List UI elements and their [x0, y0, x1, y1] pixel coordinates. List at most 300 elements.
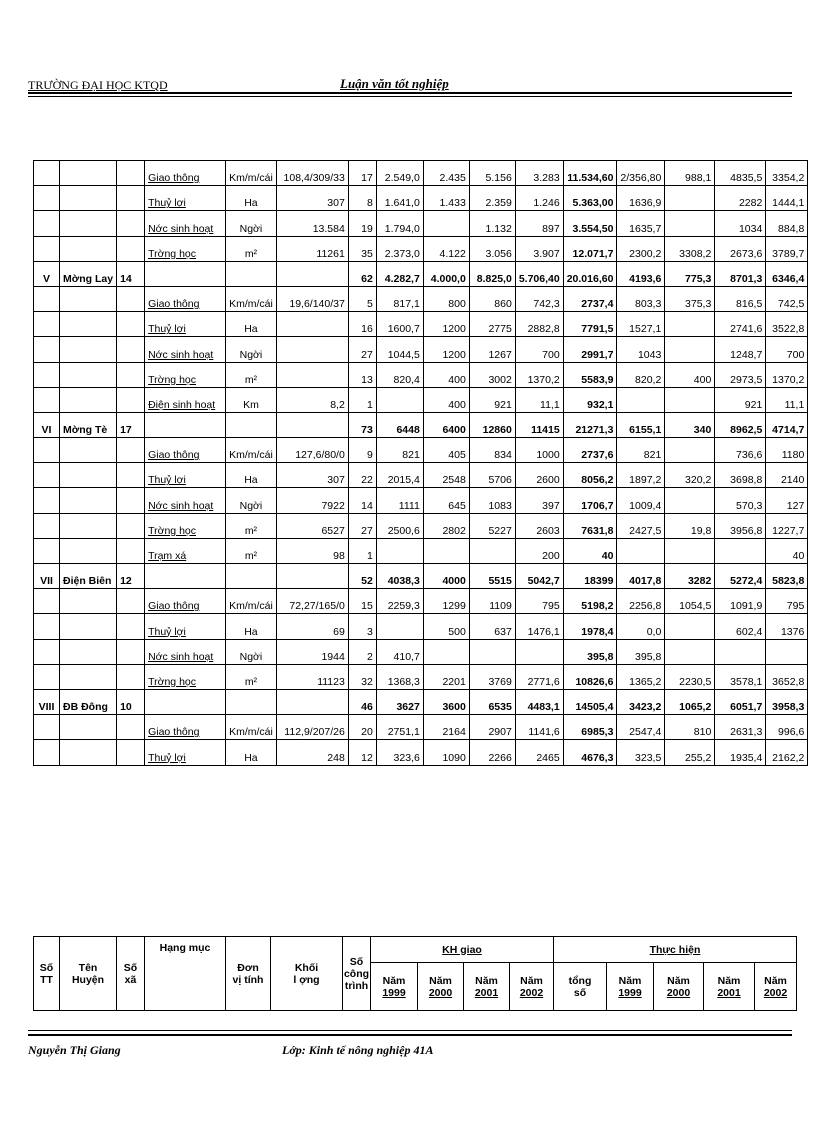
- cell-actual-2000: 3308,2: [665, 236, 715, 261]
- cell-plan-2001: 5227: [469, 513, 515, 538]
- cell-actual-1999: 1635,7: [617, 211, 665, 236]
- cell-projects: 8: [348, 186, 376, 211]
- item-row: [34, 513, 808, 538]
- cell-tt: VI: [34, 412, 60, 437]
- cell-unit: m²: [226, 538, 277, 563]
- cell-projects: 35: [348, 236, 376, 261]
- item-row: [34, 186, 808, 211]
- cell-projects: 15: [348, 589, 376, 614]
- cell-district: [60, 387, 117, 412]
- cell-actual-1999: 803,3: [617, 286, 665, 311]
- footer-class: Lớp: Kinh tế nông nghiệp 41A: [282, 1043, 434, 1057]
- cell-item: Giao thông: [145, 589, 226, 614]
- cell-tt: [34, 387, 60, 412]
- col-head-actual: Thực hiện: [554, 937, 797, 963]
- cell-item: Thuỷ lợi: [145, 740, 226, 765]
- cell-actual-total: 40: [563, 538, 617, 563]
- cell-plan-2001: 2775: [469, 312, 515, 337]
- cell-actual-2001: 1935,4: [715, 740, 766, 765]
- cell-district: Mờng Lay: [60, 261, 117, 286]
- cell-plan-2002: 2600: [515, 463, 563, 488]
- cell-item: Thuỷ lợi: [145, 463, 226, 488]
- cell-communes: [117, 211, 145, 236]
- col-head-tt: Số TT: [34, 937, 60, 1011]
- district-row: [34, 412, 808, 437]
- cell-actual-1999: 1527,1: [617, 312, 665, 337]
- cell-item: Thuỷ lợi: [145, 614, 226, 639]
- cell-actual-total: 2991,7: [563, 337, 617, 362]
- item-row: [34, 236, 808, 261]
- cell-actual-2000: 1065,2: [665, 689, 715, 714]
- cell-item: Điện sinh hoạt: [145, 387, 226, 412]
- cell-item: Nớc sinh hoạt: [145, 211, 226, 236]
- cell-volume: 307: [276, 186, 348, 211]
- item-row: [34, 463, 808, 488]
- cell-projects: 46: [348, 689, 376, 714]
- cell-volume: 7922: [276, 488, 348, 513]
- cell-plan-2002: 11415: [515, 412, 563, 437]
- cell-actual-2000: 340: [665, 412, 715, 437]
- cell-district: [60, 161, 117, 186]
- cell-actual-total: 2737,6: [563, 438, 617, 463]
- cell-unit: [226, 689, 277, 714]
- header-rule-thin: [28, 96, 792, 97]
- cell-plan-2000: 400: [423, 387, 469, 412]
- cell-actual-1999: 4017,8: [617, 564, 665, 589]
- cell-actual-total: 395,8: [563, 639, 617, 664]
- cell-actual-2001: 3956,8: [715, 513, 766, 538]
- cell-communes: [117, 463, 145, 488]
- cell-actual-total: 7791,5: [563, 312, 617, 337]
- cell-actual-1999: [617, 387, 665, 412]
- cell-district: [60, 463, 117, 488]
- cell-actual-2000: 320,2: [665, 463, 715, 488]
- cell-plan-2000: 1200: [423, 312, 469, 337]
- cell-item: [145, 261, 226, 286]
- cell-plan-2000: 3600: [423, 689, 469, 714]
- cell-item: Giao thông: [145, 715, 226, 740]
- cell-district: [60, 211, 117, 236]
- cell-tt: [34, 538, 60, 563]
- cell-tt: [34, 715, 60, 740]
- cell-item: Giao thông: [145, 286, 226, 311]
- cell-plan-2002: 1476,1: [515, 614, 563, 639]
- cell-volume: [276, 261, 348, 286]
- cell-unit: Ha: [226, 186, 277, 211]
- item-row: [34, 715, 808, 740]
- cell-actual-2002: 1376: [766, 614, 808, 639]
- cell-tt: [34, 740, 60, 765]
- cell-plan-2001: 2266: [469, 740, 515, 765]
- cell-plan-2001: [469, 639, 515, 664]
- cell-actual-total: 8056,2: [563, 463, 617, 488]
- cell-projects: 1: [348, 538, 376, 563]
- cell-communes: [117, 312, 145, 337]
- cell-actual-2001: 5272,4: [715, 564, 766, 589]
- cell-plan-2001: 5515: [469, 564, 515, 589]
- cell-actual-2001: 736,6: [715, 438, 766, 463]
- cell-actual-2002: 127: [766, 488, 808, 513]
- cell-actual-2002: 1370,2: [766, 362, 808, 387]
- cell-plan-1999: 2015,4: [376, 463, 423, 488]
- cell-communes: [117, 715, 145, 740]
- cell-plan-2002: [515, 639, 563, 664]
- cell-tt: [34, 236, 60, 261]
- cell-plan-1999: 2.373,0: [376, 236, 423, 261]
- cell-plan-1999: 1111: [376, 488, 423, 513]
- cell-unit: Ngời: [226, 639, 277, 664]
- cell-actual-total: 12.071,7: [563, 236, 617, 261]
- cell-actual-total: 1706,7: [563, 488, 617, 513]
- cell-plan-1999: 3627: [376, 689, 423, 714]
- cell-district: [60, 362, 117, 387]
- cell-actual-2001: 3698,8: [715, 463, 766, 488]
- cell-actual-2001: 8701,3: [715, 261, 766, 286]
- cell-actual-2000: [665, 488, 715, 513]
- cell-item: Trạm xá: [145, 538, 226, 563]
- cell-tt: [34, 312, 60, 337]
- cell-item: Trờng học: [145, 513, 226, 538]
- cell-communes: [117, 286, 145, 311]
- cell-actual-1999: 1636,9: [617, 186, 665, 211]
- cell-plan-2001: 2.359: [469, 186, 515, 211]
- cell-district: [60, 589, 117, 614]
- cell-actual-2001: 8962,5: [715, 412, 766, 437]
- cell-actual-total: 5198,2: [563, 589, 617, 614]
- item-row: [34, 211, 808, 236]
- cell-actual-2002: 1180: [766, 438, 808, 463]
- cell-communes: 14: [117, 261, 145, 286]
- cell-plan-2002: 2465: [515, 740, 563, 765]
- cell-plan-2000: 2201: [423, 664, 469, 689]
- cell-district: [60, 740, 117, 765]
- cell-plan-1999: 2751,1: [376, 715, 423, 740]
- cell-actual-2000: 255,2: [665, 740, 715, 765]
- cell-actual-2001: [715, 639, 766, 664]
- cell-projects: 52: [348, 564, 376, 589]
- cell-plan-1999: 4038,3: [376, 564, 423, 589]
- cell-district: [60, 312, 117, 337]
- cell-actual-1999: 4193,6: [617, 261, 665, 286]
- item-row: [34, 614, 808, 639]
- cell-communes: [117, 488, 145, 513]
- cell-unit: [226, 564, 277, 589]
- cell-plan-2002: 2882,8: [515, 312, 563, 337]
- cell-actual-total: 7631,8: [563, 513, 617, 538]
- cell-volume: 19,6/140/37: [276, 286, 348, 311]
- col-head-actual-2002: Năm 2002: [755, 963, 797, 1011]
- header-rule: [28, 92, 792, 94]
- cell-unit: Km/m/cái: [226, 438, 277, 463]
- cell-actual-total: 5.363,00: [563, 186, 617, 211]
- cell-plan-2000: 2548: [423, 463, 469, 488]
- cell-communes: [117, 438, 145, 463]
- cell-plan-2002: 2603: [515, 513, 563, 538]
- cell-communes: 10: [117, 689, 145, 714]
- cell-plan-1999: 2259,3: [376, 589, 423, 614]
- cell-plan-1999: 1600,7: [376, 312, 423, 337]
- item-row: [34, 438, 808, 463]
- cell-actual-total: 6985,3: [563, 715, 617, 740]
- cell-volume: [276, 412, 348, 437]
- cell-actual-2002: 40: [766, 538, 808, 563]
- cell-actual-2002: 742,5: [766, 286, 808, 311]
- cell-tt: [34, 614, 60, 639]
- cell-district: ĐB Đông: [60, 689, 117, 714]
- cell-unit: Km/m/cái: [226, 286, 277, 311]
- cell-volume: 72,27/165/0: [276, 589, 348, 614]
- cell-communes: 17: [117, 412, 145, 437]
- cell-actual-2000: 810: [665, 715, 715, 740]
- cell-communes: 12: [117, 564, 145, 589]
- cell-item: Nớc sinh hoạt: [145, 488, 226, 513]
- cell-actual-2001: 1248,7: [715, 337, 766, 362]
- data-table: [33, 160, 808, 766]
- cell-plan-2000: 6400: [423, 412, 469, 437]
- cell-plan-2002: 4483,1: [515, 689, 563, 714]
- item-row: [34, 312, 808, 337]
- col-head-actual-total: tổng số: [554, 963, 607, 1011]
- cell-plan-2001: 12860: [469, 412, 515, 437]
- cell-actual-2000: 2230,5: [665, 664, 715, 689]
- cell-actual-2001: 2973,5: [715, 362, 766, 387]
- cell-actual-2002: 795: [766, 589, 808, 614]
- cell-tt: [34, 286, 60, 311]
- cell-communes: [117, 614, 145, 639]
- item-row: [34, 740, 808, 765]
- cell-volume: 108,4/309/33: [276, 161, 348, 186]
- data-table-body: [34, 161, 808, 766]
- cell-plan-2002: 200: [515, 538, 563, 563]
- cell-district: [60, 513, 117, 538]
- cell-plan-2001: 1109: [469, 589, 515, 614]
- cell-district: [60, 614, 117, 639]
- cell-projects: 73: [348, 412, 376, 437]
- cell-plan-1999: 1.794,0: [376, 211, 423, 236]
- cell-actual-2002: 5823,8: [766, 564, 808, 589]
- cell-actual-2002: 3354,2: [766, 161, 808, 186]
- cell-volume: 307: [276, 463, 348, 488]
- cell-volume: 11123: [276, 664, 348, 689]
- cell-unit: m²: [226, 664, 277, 689]
- cell-item: [145, 412, 226, 437]
- cell-projects: 19: [348, 211, 376, 236]
- col-head-actual-2000: Năm 2000: [654, 963, 704, 1011]
- cell-actual-2001: 921: [715, 387, 766, 412]
- cell-plan-1999: 323,6: [376, 740, 423, 765]
- cell-actual-1999: 1009,4: [617, 488, 665, 513]
- col-head-actual-2001: Năm 2001: [704, 963, 755, 1011]
- cell-actual-total: 2737,4: [563, 286, 617, 311]
- cell-tt: V: [34, 261, 60, 286]
- cell-district: [60, 639, 117, 664]
- cell-projects: 5: [348, 286, 376, 311]
- cell-district: [60, 337, 117, 362]
- cell-communes: [117, 589, 145, 614]
- cell-actual-2002: 6346,4: [766, 261, 808, 286]
- cell-plan-1999: 2500,6: [376, 513, 423, 538]
- cell-actual-2000: 3282: [665, 564, 715, 589]
- cell-actual-2000: [665, 312, 715, 337]
- cell-plan-2000: 400: [423, 362, 469, 387]
- cell-item: [145, 689, 226, 714]
- cell-actual-2002: 3958,3: [766, 689, 808, 714]
- cell-communes: [117, 186, 145, 211]
- cell-plan-2002: 5042,7: [515, 564, 563, 589]
- cell-unit: Km/m/cái: [226, 161, 277, 186]
- cell-actual-total: 21271,3: [563, 412, 617, 437]
- item-row: [34, 161, 808, 186]
- cell-tt: [34, 211, 60, 236]
- cell-actual-2001: 570,3: [715, 488, 766, 513]
- cell-actual-2002: [766, 639, 808, 664]
- cell-unit: Km/m/cái: [226, 589, 277, 614]
- cell-plan-2001: 3769: [469, 664, 515, 689]
- cell-projects: 13: [348, 362, 376, 387]
- cell-communes: [117, 740, 145, 765]
- cell-tt: [34, 186, 60, 211]
- cell-plan-2000: 1200: [423, 337, 469, 362]
- cell-actual-2000: [665, 538, 715, 563]
- cell-unit: Km/m/cái: [226, 715, 277, 740]
- cell-plan-2000: 4.000,0: [423, 261, 469, 286]
- cell-plan-1999: 4.282,7: [376, 261, 423, 286]
- cell-unit: Km: [226, 387, 277, 412]
- cell-plan-1999: 817,1: [376, 286, 423, 311]
- footer-rule-thin: [28, 1030, 792, 1031]
- cell-plan-2000: [423, 211, 469, 236]
- header-title: Luận văn tốt nghiệp: [340, 76, 449, 91]
- footer-author: Nguyễn Thị Giang: [28, 1043, 121, 1057]
- cell-communes: [117, 513, 145, 538]
- cell-tt: [34, 438, 60, 463]
- cell-projects: 3: [348, 614, 376, 639]
- cell-plan-2000: 500: [423, 614, 469, 639]
- cell-actual-2001: 6051,7: [715, 689, 766, 714]
- item-row: [34, 337, 808, 362]
- cell-tt: VII: [34, 564, 60, 589]
- cell-actual-1999: 3423,2: [617, 689, 665, 714]
- cell-actual-2001: [715, 538, 766, 563]
- cell-volume: [276, 362, 348, 387]
- cell-plan-2000: 4000: [423, 564, 469, 589]
- cell-actual-2001: 2741,6: [715, 312, 766, 337]
- cell-plan-1999: [376, 538, 423, 563]
- cell-projects: 9: [348, 438, 376, 463]
- column-header-table: [33, 936, 797, 1011]
- col-head-plan: KH giao: [371, 937, 554, 963]
- cell-actual-2000: [665, 337, 715, 362]
- item-row: [34, 538, 808, 563]
- cell-plan-1999: 821: [376, 438, 423, 463]
- cell-plan-2000: 1090: [423, 740, 469, 765]
- cell-actual-2002: 2162,2: [766, 740, 808, 765]
- cell-plan-2000: 1299: [423, 589, 469, 614]
- cell-district: [60, 538, 117, 563]
- cell-projects: 12: [348, 740, 376, 765]
- cell-actual-2002: 884,8: [766, 211, 808, 236]
- cell-plan-2001: 637: [469, 614, 515, 639]
- cell-item: Thuỷ lợi: [145, 312, 226, 337]
- cell-plan-2001: 5.156: [469, 161, 515, 186]
- cell-actual-total: 14505,4: [563, 689, 617, 714]
- cell-plan-2000: [423, 538, 469, 563]
- cell-actual-1999: 1365,2: [617, 664, 665, 689]
- cell-district: [60, 236, 117, 261]
- cell-actual-2001: 2631,3: [715, 715, 766, 740]
- cell-plan-2002: 2771,6: [515, 664, 563, 689]
- cell-tt: [34, 463, 60, 488]
- cell-communes: [117, 337, 145, 362]
- cell-actual-1999: 2427,5: [617, 513, 665, 538]
- cell-actual-2000: 988,1: [665, 161, 715, 186]
- cell-plan-2000: [423, 639, 469, 664]
- cell-plan-2001: 1.132: [469, 211, 515, 236]
- cell-plan-2000: 800: [423, 286, 469, 311]
- cell-actual-1999: 1897,2: [617, 463, 665, 488]
- cell-actual-1999: 2547,4: [617, 715, 665, 740]
- cell-plan-2001: 2907: [469, 715, 515, 740]
- cell-tt: [34, 337, 60, 362]
- cell-communes: [117, 161, 145, 186]
- cell-communes: [117, 236, 145, 261]
- cell-plan-2002: 397: [515, 488, 563, 513]
- cell-item: Nớc sinh hoạt: [145, 639, 226, 664]
- cell-projects: 2: [348, 639, 376, 664]
- cell-plan-2002: 1370,2: [515, 362, 563, 387]
- cell-district: [60, 715, 117, 740]
- cell-district: [60, 186, 117, 211]
- cell-plan-2001: 8.825,0: [469, 261, 515, 286]
- cell-unit: Ha: [226, 312, 277, 337]
- cell-district: [60, 664, 117, 689]
- item-row: [34, 286, 808, 311]
- col-head-plan-2002: Năm 2002: [510, 963, 554, 1011]
- cell-plan-1999: [376, 387, 423, 412]
- cell-actual-2002: 2140: [766, 463, 808, 488]
- cell-actual-2001: 2282: [715, 186, 766, 211]
- item-row: [34, 589, 808, 614]
- cell-actual-total: 1978,4: [563, 614, 617, 639]
- cell-plan-1999: [376, 614, 423, 639]
- cell-actual-2000: 1054,5: [665, 589, 715, 614]
- cell-unit: Ngời: [226, 337, 277, 362]
- cell-actual-2000: [665, 438, 715, 463]
- cell-volume: 112,9/207/26: [276, 715, 348, 740]
- cell-tt: [34, 639, 60, 664]
- cell-item: Trờng học: [145, 236, 226, 261]
- cell-district: [60, 286, 117, 311]
- cell-actual-1999: 820,2: [617, 362, 665, 387]
- cell-plan-2002: 795: [515, 589, 563, 614]
- item-row: [34, 639, 808, 664]
- cell-actual-2001: 2673,6: [715, 236, 766, 261]
- cell-tt: [34, 362, 60, 387]
- cell-plan-2000: 2.435: [423, 161, 469, 186]
- cell-actual-1999: 0,0: [617, 614, 665, 639]
- cell-item: Giao thông: [145, 438, 226, 463]
- cell-plan-2000: 2802: [423, 513, 469, 538]
- cell-actual-1999: 1043: [617, 337, 665, 362]
- cell-district: Mờng Tè: [60, 412, 117, 437]
- cell-unit: [226, 412, 277, 437]
- cell-volume: 69: [276, 614, 348, 639]
- cell-actual-total: 20.016,60: [563, 261, 617, 286]
- cell-actual-1999: 821: [617, 438, 665, 463]
- cell-volume: [276, 312, 348, 337]
- cell-actual-2002: 3522,8: [766, 312, 808, 337]
- cell-actual-2001: 1034: [715, 211, 766, 236]
